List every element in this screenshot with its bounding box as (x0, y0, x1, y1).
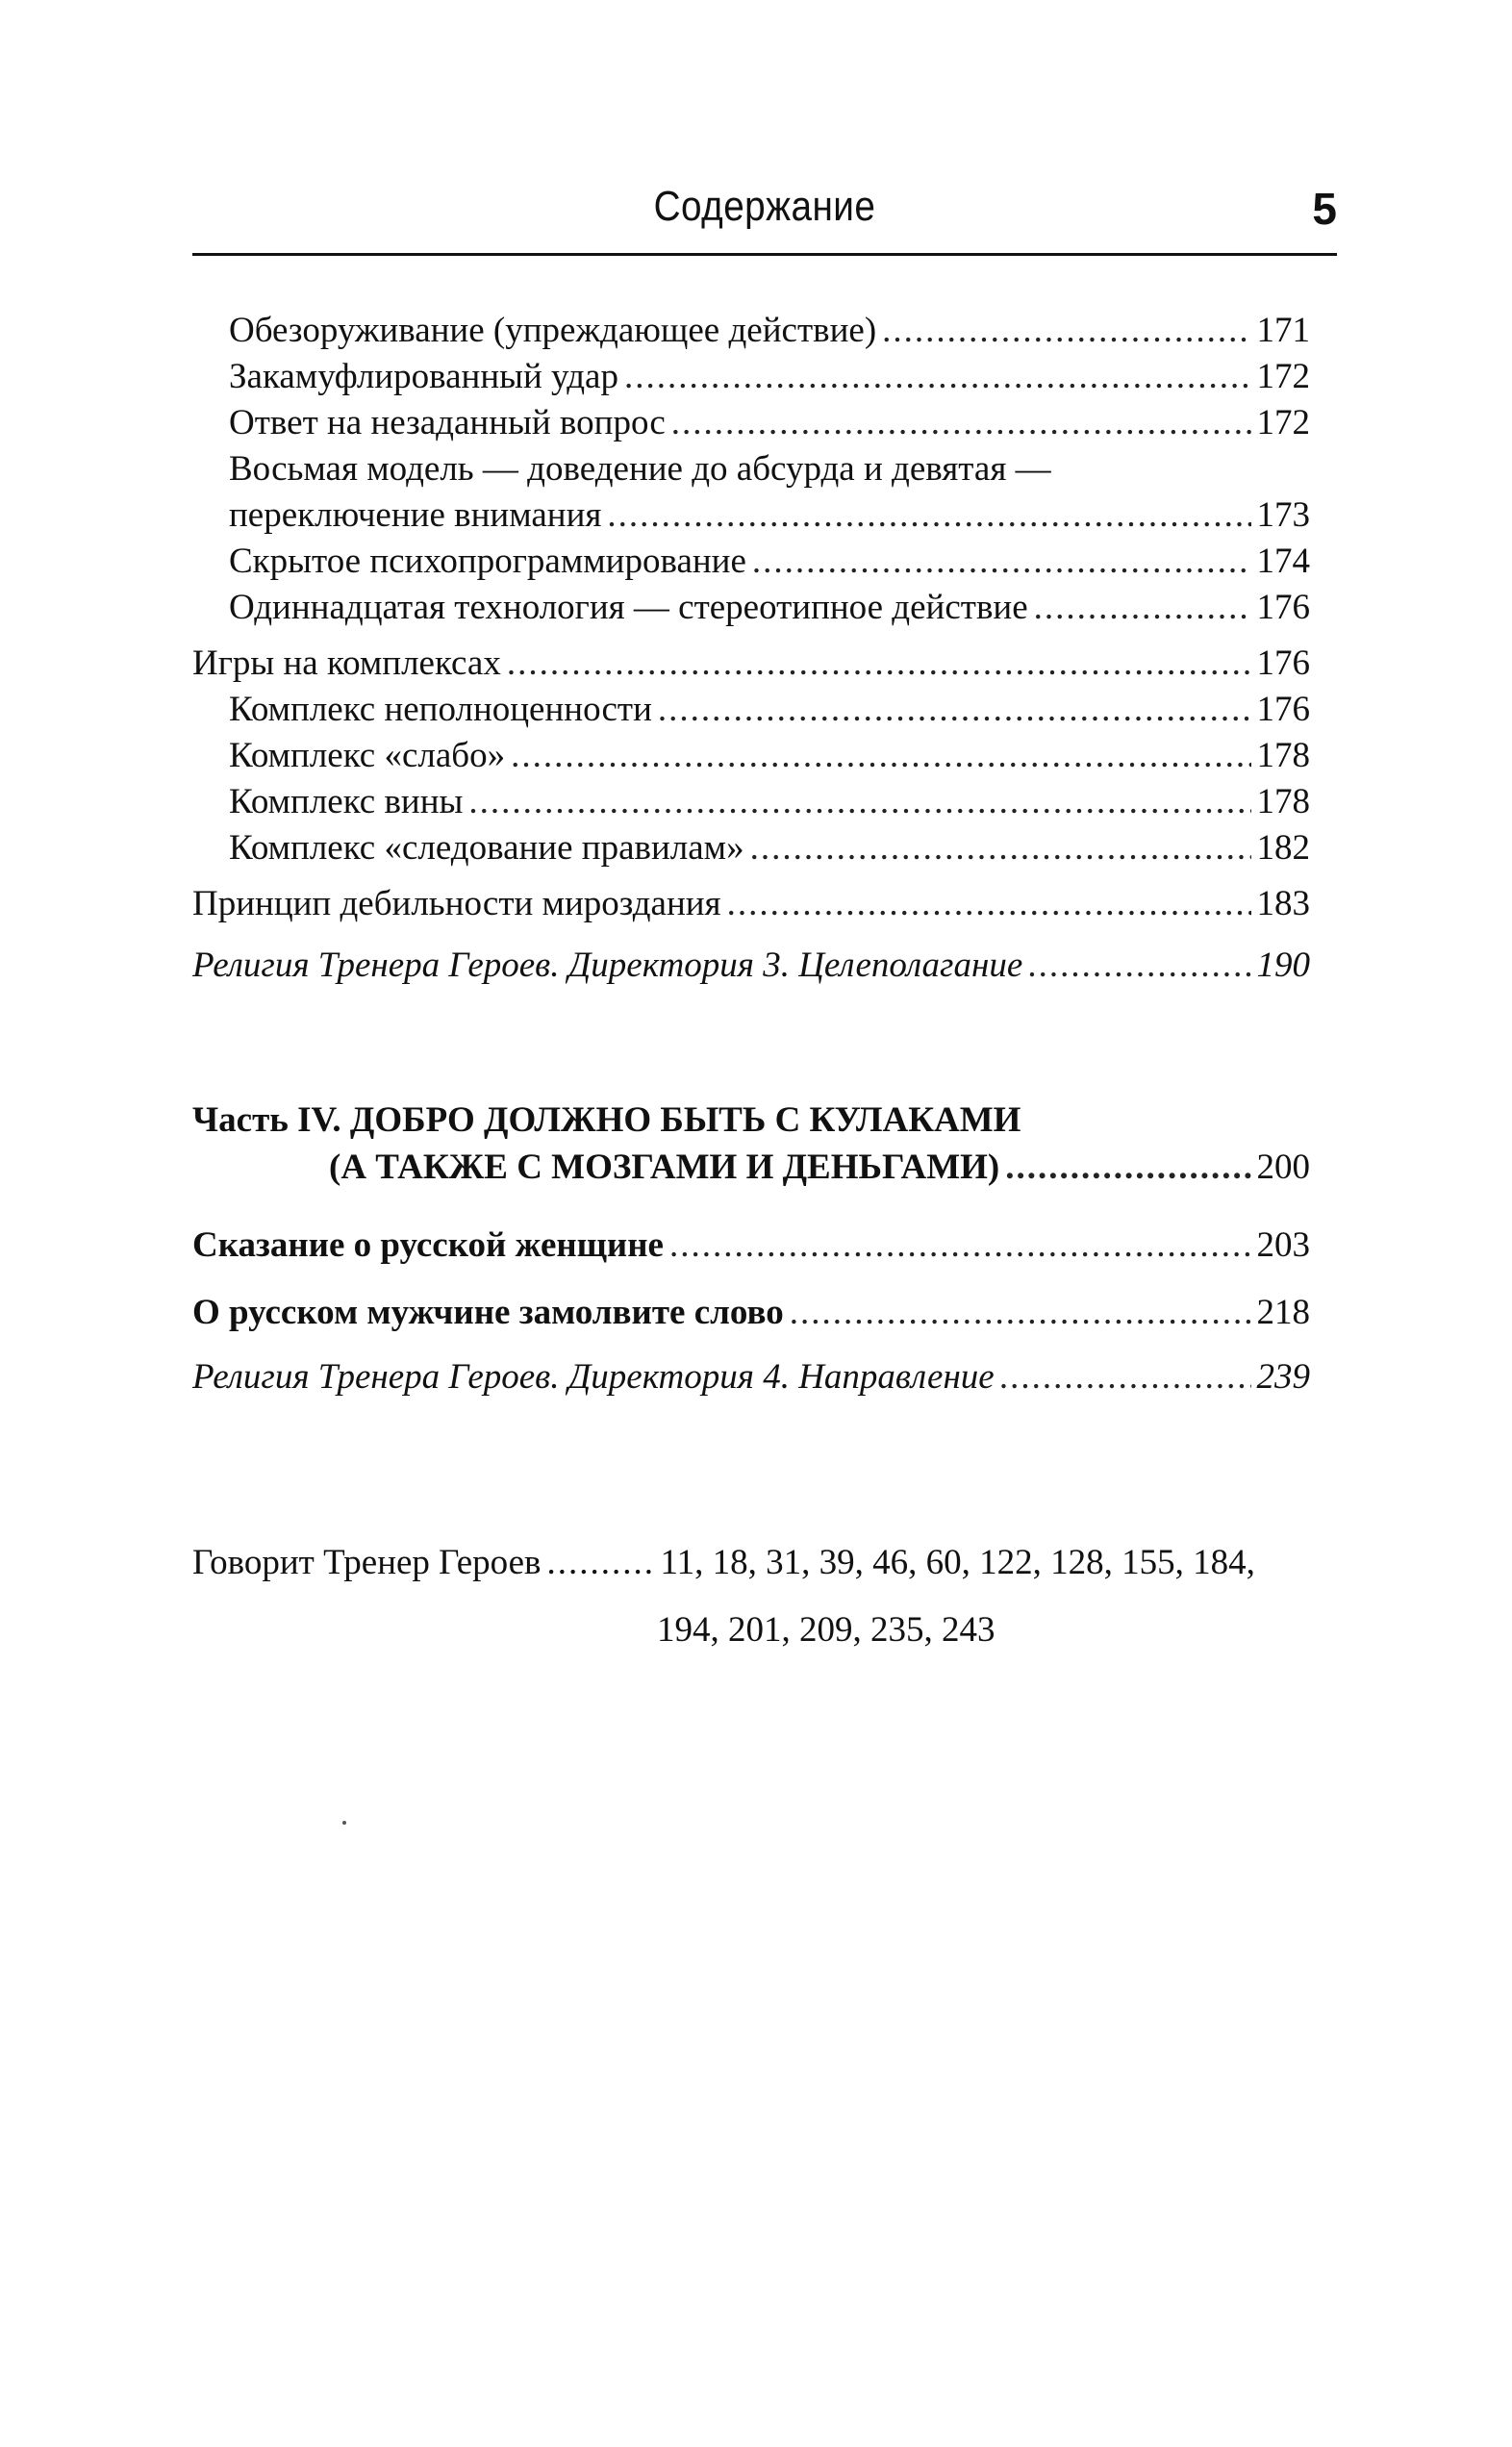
toc-entry-title: Одиннадцатая технология — стереотипное действие (229, 588, 1028, 627)
leader-dots (511, 733, 1250, 779)
toc-entry (192, 585, 1310, 631)
toc-directory-page: 190 (1256, 946, 1310, 985)
toc-entry (192, 308, 1310, 354)
toc-entry-page: 176 (1256, 690, 1310, 729)
toc-entry-page: 173 (1256, 495, 1310, 535)
toc-entry-title: Ответ на незаданный вопрос (229, 403, 666, 442)
toc-section (192, 1279, 1310, 1347)
part-four (192, 1097, 1310, 1408)
print-speck (342, 1821, 346, 1825)
toc-entry-title: Комплекс «следование правилам» (229, 828, 744, 868)
toc-directory-entry (192, 943, 1310, 989)
toc-entry (192, 779, 1310, 825)
toc-entry (192, 492, 1310, 539)
toc-entry-page: 171 (1256, 311, 1310, 350)
page-title: Содержание (653, 183, 876, 230)
toc-section-title: Принцип дебильности мироздания (192, 884, 721, 923)
toc-section-page: 218 (1256, 1293, 1310, 1332)
toc-entry-page: 178 (1256, 782, 1310, 821)
part-title-line1: Часть IV. ДОБРО ДОЛЖНО БЫТЬ С КУЛАКАМИ (192, 1100, 1021, 1140)
leader-dots (1005, 1145, 1250, 1191)
coach-says-index (192, 1529, 1310, 1664)
leader-dots (658, 687, 1251, 733)
toc-entry (192, 400, 1310, 446)
toc-section-title: Сказание о русской женщине (192, 1225, 664, 1265)
leader-dots (882, 308, 1250, 354)
leader-dots (624, 354, 1251, 400)
coach-says-pages-line2: 194, 201, 209, 235, 243 (657, 1610, 995, 1650)
leader-dots (752, 539, 1251, 585)
toc-section (192, 1212, 1310, 1279)
toc-directory-title: Религия Тренера Героев. Директория 3. Целеполагание (192, 946, 1023, 985)
toc-entry-title-line1: Восьмая модель — доведение до абсурда и девятая — (229, 449, 1051, 489)
toc-entry-title: переключение внимания (229, 495, 602, 535)
toc-directory-title: Религия Тренера Героев. Директория 4. Направление (192, 1357, 995, 1397)
toc-entry (192, 539, 1310, 585)
toc-directory-entry (192, 1347, 1310, 1408)
toc-entry-page: 182 (1256, 828, 1310, 868)
toc-entry-title: Закамуфлированный удар (229, 357, 618, 396)
toc-entry (192, 687, 1310, 733)
part-title-entry (192, 1145, 1310, 1191)
toc-section-page: 183 (1256, 884, 1310, 923)
leader-dots (1028, 943, 1250, 989)
toc-section-page: 176 (1256, 643, 1310, 683)
header-rule (192, 253, 1337, 256)
toc-entry-page: 178 (1256, 736, 1310, 775)
leader-dots (790, 1279, 1251, 1347)
toc-section (192, 881, 1310, 927)
leader-dots (607, 492, 1250, 539)
toc-entry-title: Комплекс вины (229, 782, 464, 821)
toc-entry-page: 172 (1256, 357, 1310, 396)
running-header (192, 183, 1337, 269)
toc-entry-title: Скрытое психопрограммирование (229, 542, 746, 581)
toc-directory-page: 239 (1256, 1357, 1310, 1397)
toc-entry-page: 176 (1256, 588, 1310, 627)
coach-says-row (192, 1529, 1310, 1597)
toc-entry-title: Комплекс «слабо» (229, 736, 506, 775)
table-of-contents (192, 308, 1310, 989)
toc-entry-title: Комплекс неполноценности (229, 690, 652, 729)
leader-dots (468, 779, 1250, 825)
toc-entry (192, 354, 1310, 400)
leader-dots (507, 641, 1251, 687)
toc-entry-page: 172 (1256, 403, 1310, 442)
page-number: 5 (1312, 184, 1337, 234)
coach-says-label: Говорит Тренер Героев (192, 1543, 542, 1582)
toc-section-title: О русском мужчине замолвите слово (192, 1293, 784, 1332)
toc-section-title: Игры на комплексах (192, 643, 501, 683)
toc-section-page: 203 (1256, 1225, 1310, 1265)
leader-dots (727, 881, 1251, 927)
leader-dots (669, 1212, 1251, 1279)
leader-dots (1034, 585, 1251, 631)
part-page: 200 (1256, 1148, 1310, 1187)
part-title-line2: (А ТАКЖЕ С МОЗГАМИ И ДЕНЬГАМИ) (329, 1148, 1000, 1187)
toc-entry (192, 825, 1310, 871)
leader-dots (671, 400, 1251, 446)
toc-entry (192, 733, 1310, 779)
leader-dots (547, 1529, 655, 1597)
toc-entry-title: Обезоруживание (упреждающее действие) (229, 311, 877, 350)
coach-says-pages-line1: 11, 18, 31, 39, 46, 60, 122, 128, 155, 184, (660, 1543, 1255, 1582)
toc-section (192, 641, 1310, 687)
toc-entry-page: 174 (1256, 542, 1310, 581)
leader-dots (750, 825, 1251, 871)
leader-dots (1000, 1347, 1251, 1408)
